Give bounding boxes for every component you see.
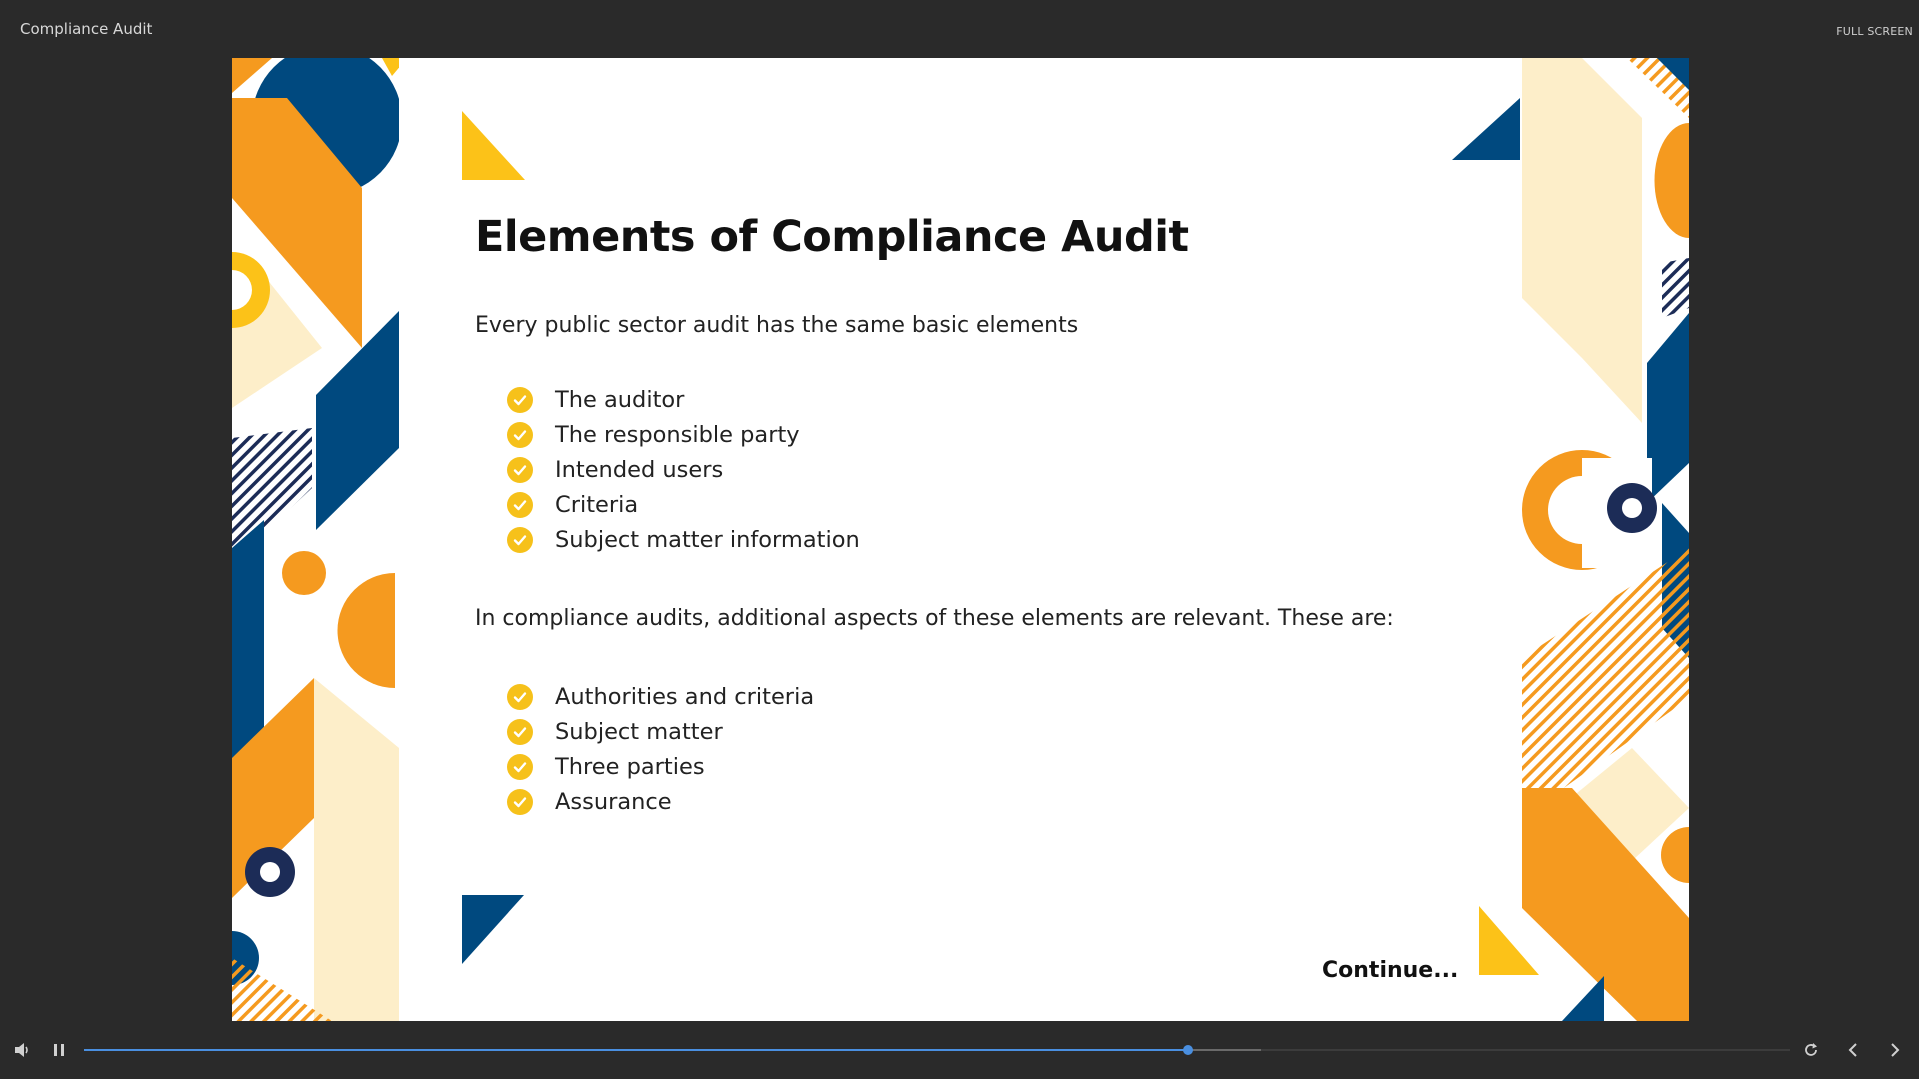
player-top-bar [0,0,1919,58]
list-item-label: Subject matter information [555,526,860,553]
continue-button[interactable]: Continue... [1322,958,1459,983]
list-item-label: The auditor [555,386,685,413]
list-item [507,784,814,819]
list-item-label: Subject matter [555,718,723,745]
replay-icon[interactable] [1800,1039,1822,1061]
aspects-intro-text: In compliance audits, additional aspects of these elements are relevant. These are: [475,606,1394,631]
slide-title: Elements of Compliance Audit [475,212,1189,262]
list-item-label: Assurance [555,788,672,815]
check-circle-icon [507,719,533,745]
check-circle-icon [507,754,533,780]
check-circle-icon [507,387,533,413]
playback-controls [0,1030,1919,1079]
volume-icon[interactable] [12,1040,34,1060]
progress-scrubber[interactable] [84,1049,1790,1051]
elements-list [507,382,860,557]
list-item [507,452,860,487]
progress-thumb[interactable] [1183,1045,1193,1055]
chevron-right-icon[interactable] [1884,1039,1906,1061]
check-circle-icon [507,527,533,553]
check-circle-icon [507,457,533,483]
list-item [507,749,814,784]
progress-fill [84,1049,1188,1051]
list-item-label: The responsible party [555,421,800,448]
list-item-label: Authorities and criteria [555,683,815,710]
course-title: Compliance Audit [20,20,153,38]
list-item [507,382,860,417]
list-item [507,417,860,452]
intro-text: Every public sector audit has the same basic elements [475,313,1079,338]
check-circle-icon [507,492,533,518]
check-circle-icon [507,422,533,448]
check-circle-icon [507,789,533,815]
list-item [507,679,814,714]
list-item [507,522,860,557]
check-circle-icon [507,684,533,710]
list-item-label: Three parties [555,753,705,780]
list-item [507,487,860,522]
slide-canvas [232,58,1689,1021]
list-item-label: Intended users [555,456,724,483]
pause-icon[interactable] [50,1040,68,1060]
list-item-label: Criteria [555,491,639,518]
list-item [507,714,814,749]
fullscreen-button[interactable]: FULL SCREEN [1836,25,1913,38]
aspects-list [507,679,814,819]
chevron-left-icon[interactable] [1842,1039,1864,1061]
slide-decoration [232,58,1689,1021]
